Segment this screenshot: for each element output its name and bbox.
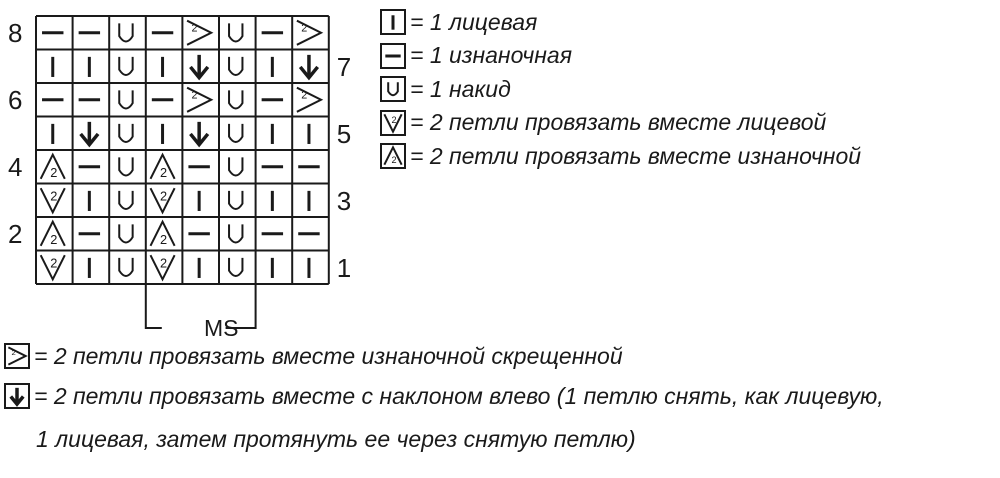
legend-symbol-k2t-icon	[380, 110, 406, 136]
legend-symbol-k-icon	[380, 9, 406, 35]
svg-text:2: 2	[50, 255, 58, 271]
chart-cell-5-4	[150, 155, 174, 180]
svg-text:2: 2	[159, 188, 168, 204]
legend-symbol-p2t-icon	[380, 143, 406, 169]
chart-cell-5-1	[41, 155, 65, 180]
legend-symbol-ssp-icon	[4, 343, 30, 369]
chart-cell-8-3	[119, 258, 132, 276]
chart-cell-8-6	[229, 258, 242, 276]
chart-cell-2-8	[300, 55, 317, 78]
chart-cell-2-6	[229, 57, 242, 75]
chart-cell-5-6	[229, 157, 242, 175]
row-number-4: 4	[8, 152, 23, 182]
chart-cell-2-3	[119, 57, 132, 75]
row-number-7: 7	[336, 51, 352, 82]
svg-text:2: 2	[391, 114, 397, 125]
chart-cell-2-5	[190, 55, 207, 78]
legend-item	[380, 109, 826, 137]
legend-symbol-yo-icon	[380, 76, 406, 102]
legend-item	[380, 142, 861, 170]
legend-item	[4, 342, 623, 370]
chart-cell-3-5	[187, 88, 211, 112]
legend-text: = 1 лицевая	[410, 8, 538, 35]
chart-cell-7-6	[229, 224, 242, 242]
svg-text:2: 2	[159, 231, 168, 247]
chart-cell-4-6	[229, 124, 242, 142]
chart-cell-1-3	[119, 23, 132, 41]
svg-text:2: 2	[50, 164, 58, 180]
chart-cell-1-8	[297, 21, 321, 45]
svg-text:2: 2	[159, 164, 168, 180]
chart-cell-4-2	[81, 122, 98, 145]
svg-text:2: 2	[391, 155, 397, 166]
legend-item	[4, 382, 884, 410]
row-number-1: 1	[336, 252, 352, 283]
repeat-bracket	[146, 284, 162, 328]
chart-cell-7-1	[41, 222, 65, 247]
chart-cell-7-4	[150, 222, 174, 247]
chart-cell-6-4	[150, 188, 174, 212]
legend-text: = 2 петли провязать вместе лицевой	[410, 109, 827, 135]
repeat-label: MS	[204, 315, 239, 341]
svg-text:2: 2	[159, 255, 168, 271]
chart-cell-5-3	[119, 157, 132, 175]
chart-cell-6-6	[229, 191, 242, 209]
chart-cell-7-3	[119, 224, 132, 242]
row-number-2: 2	[8, 219, 23, 249]
svg-text:2: 2	[50, 231, 58, 247]
chart-cell-6-3	[119, 191, 132, 209]
chart-cell-3-3	[119, 90, 132, 108]
row-number-3: 3	[336, 185, 352, 216]
chart-cell-4-3	[119, 124, 132, 142]
legend-text-continuation: 1 лицевая, затем протянуть ее через снятую петлю)	[36, 426, 636, 452]
svg-text:2: 2	[11, 348, 16, 358]
row-number-5: 5	[336, 118, 352, 149]
legend-text: = 1 изнаночная	[410, 42, 572, 68]
chart-cell-6-1	[41, 188, 65, 212]
svg-text:2: 2	[301, 22, 308, 35]
row-number-8: 8	[8, 18, 23, 48]
svg-text:2: 2	[191, 22, 198, 35]
chart-cell-1-6	[229, 23, 242, 41]
chart-cell-3-6	[229, 90, 242, 108]
svg-text:2: 2	[301, 89, 308, 102]
legend-text: = 2 петли провязать вместе с наклоном влево (1 петлю снять, как лицевую,	[34, 382, 884, 409]
legend-item	[380, 8, 537, 36]
svg-text:2: 2	[191, 89, 198, 102]
legend-item	[380, 75, 511, 103]
legend-text: = 2 петли провязать вместе изнаночной скрещенной	[34, 342, 623, 369]
chart-cell-1-5	[187, 21, 211, 45]
legend-symbol-skp-icon	[4, 383, 30, 409]
svg-text:2: 2	[50, 188, 58, 204]
chart-cell-3-8	[297, 88, 321, 112]
legend-text: = 1 накид	[410, 75, 511, 102]
row-number-6: 6	[8, 85, 23, 115]
chart-cell-8-4	[150, 255, 174, 279]
chart-cell-4-5	[190, 122, 207, 145]
legend-item	[380, 42, 572, 70]
legend-symbol-p-icon	[380, 43, 406, 69]
legend-text: = 2 петли провязать вместе изнаночной	[410, 142, 862, 169]
chart-cell-8-1	[41, 255, 65, 279]
